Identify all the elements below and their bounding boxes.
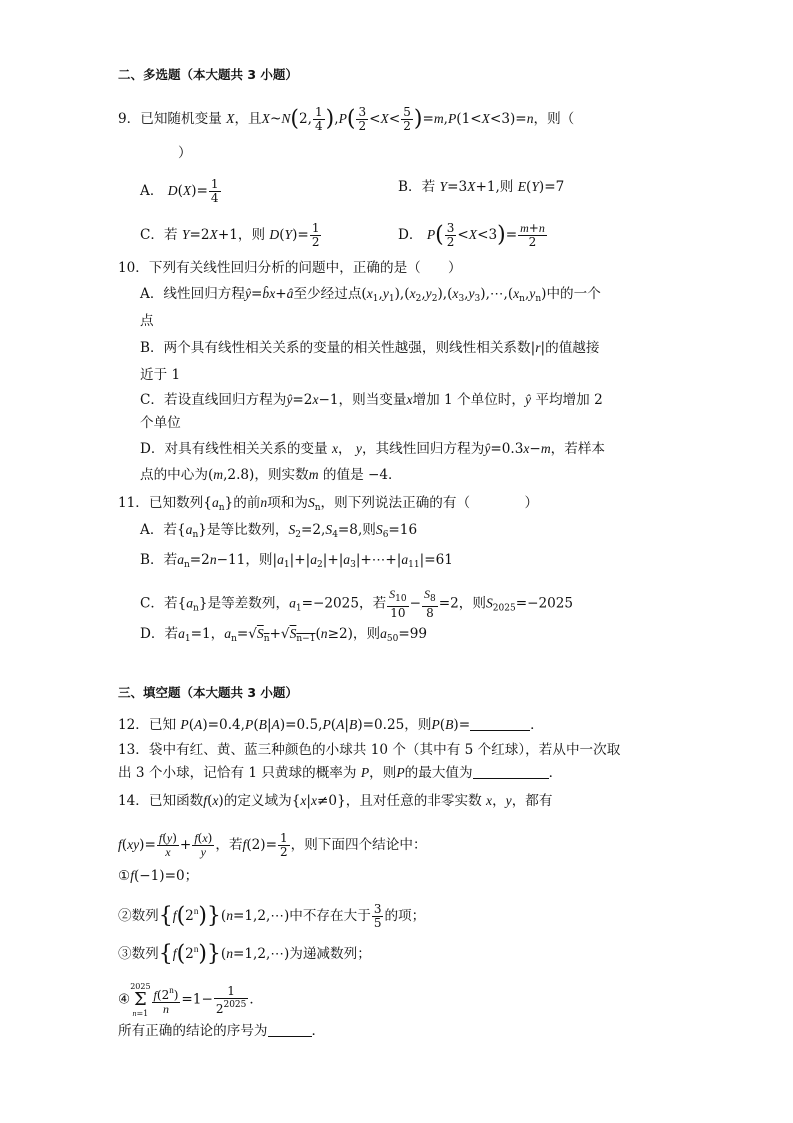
section-heading-fill-in: 三、填空题（本大题共 3 小题）	[118, 685, 298, 700]
section-heading-multiple-choice: 二、多选题（本大题共 3 小题）	[118, 67, 298, 82]
question-9-option-b[interactable]: B．若 Y=3X+1,则 E(Y)=7	[398, 179, 565, 195]
question-14-line1: 14．已知函数f(x)的定义域为{x|x≠0}，且对任意的非零实数 x，y，都有	[118, 793, 553, 809]
question-10-option-a-line2: 点	[140, 313, 154, 329]
question-10-option-c-line1[interactable]: C．若设直线回归方程为ŷ=2x−1，则当变量x增加 1 个单位时，ŷ 平均增加 2	[140, 392, 603, 408]
question-9-stem: 9．已知随机变量 X，且X~N(2, $\frac{1}{4}$ ),P( $\frac{3}{2}$ <X< $\frac{5}{2}$ )=m,P(1<X<3)=n，则（	[118, 105, 575, 133]
question-14-answer-blank[interactable]	[268, 1024, 312, 1037]
question-10-option-c-line2: 个单位	[140, 415, 181, 431]
question-14-conclusion-3: ③数列$\{f(2^n)\}(n=1,2,\cdots)$为递减数列；	[118, 941, 371, 967]
question-13-answer-blank[interactable]	[473, 766, 549, 779]
question-10-stem: 10．下列有关线性回归分析的问题中，正确的是（ ）	[118, 260, 462, 276]
question-14-conclusion-1: ①f(−1)=0；	[118, 868, 199, 884]
question-10-option-b-line1[interactable]: B．两个具有线性相关关系的变量的相关性越强，则线性相关系数|r|的值越接	[140, 340, 600, 356]
question-11-option-d[interactable]: D．若$a_1=1$，$a_n=√S_n+√S_{n-1}(n\ge 2)$，则$a_{50}=99$	[140, 626, 428, 644]
question-12: 12．已知 P(A)=0.4,P(B|A)=0.5,P(A|B)=0.25，则P(B)= ．	[118, 717, 544, 733]
question-11-stem: 11．已知数列$\{a_n\}$的前n项和为$S_n$，则下列说法正确的有（ ）	[118, 495, 539, 513]
question-13-line1: 13．袋中有红、黄、蓝三种颜色的小球共 10 个（其中有 5 个红球），若从中一次取	[118, 742, 621, 758]
question-10-option-a-line1[interactable]: A．线性回归方程ŷ=b̂x+â至少经过点$(x_1,y_1),(x_2,y_2),(x_3,y_3),\cdots,(x_n,y_n)$中的一个	[140, 286, 601, 304]
question-14-line2: f(xy)= $\frac{f(y)}{x}$ + $\frac{f(x)}{y}$ ，若f(2)= $\frac{1}{2}$ ，则下面四个结论中：	[118, 831, 427, 859]
question-14-conclusion-2: ②数列$\{f(2^n)\}(n=1,2,\cdots)$中不存在大于 $\frac{3}{5}$ 的项；	[118, 902, 426, 930]
question-9-option-a[interactable]: A． D(X)= $\frac{1}{4}$	[140, 177, 219, 205]
question-11-option-c[interactable]: C．若$\{a_n\}$是等差数列，$a_1=-2025$，若 $\frac{S_{10}}{10}$ − $\frac{S_8}{8}$ =2，则$S_{2025}=-2025$	[140, 587, 574, 620]
question-10-option-b-line2: 近于 1	[140, 367, 181, 383]
question-10-option-d-line1[interactable]: D．对具有线性相关关系的变量 x， y，其线性回归方程为ŷ=0.3x−m，若样本	[140, 441, 606, 457]
question-9-close-paren: ）	[178, 145, 192, 161]
question-10-option-d-line2: 点的中心为(m,2.8)，则实数m 的值是 −4．	[140, 467, 402, 483]
question-9-option-d[interactable]: D． P( $\frac{3}{2}$ <X<3)= $\frac{m+n}{2}$	[398, 221, 545, 249]
question-14-conclusion-4: ④2025 Σ n=1 $\frac{f(2^n)}{n}$ =1− $\frac{1}{2^{2025}}$ ．	[118, 982, 263, 1018]
question-13-line2: 出 3 个小球，记恰有 1 只黄球的概率为 P，则P的最大值为 ．	[118, 765, 563, 781]
question-14-final-line: 所有正确的结论的序号为 ．	[118, 1023, 326, 1039]
question-9-option-c[interactable]: C．若 Y=2X+1，则 D(Y)= $\frac{1}{2}$	[140, 221, 320, 249]
question-11-option-b[interactable]: B．若$a_n=2n-11$，则$|a_1|+|a_2|+|a_3|+\cdots+|a_{11}|=61$	[140, 552, 453, 570]
question-12-answer-blank[interactable]	[470, 718, 530, 731]
question-11-option-a[interactable]: A．若$\{a_n\}$是等比数列，$S_2=2,S_4=8$,则$S_6=16$	[140, 522, 418, 540]
